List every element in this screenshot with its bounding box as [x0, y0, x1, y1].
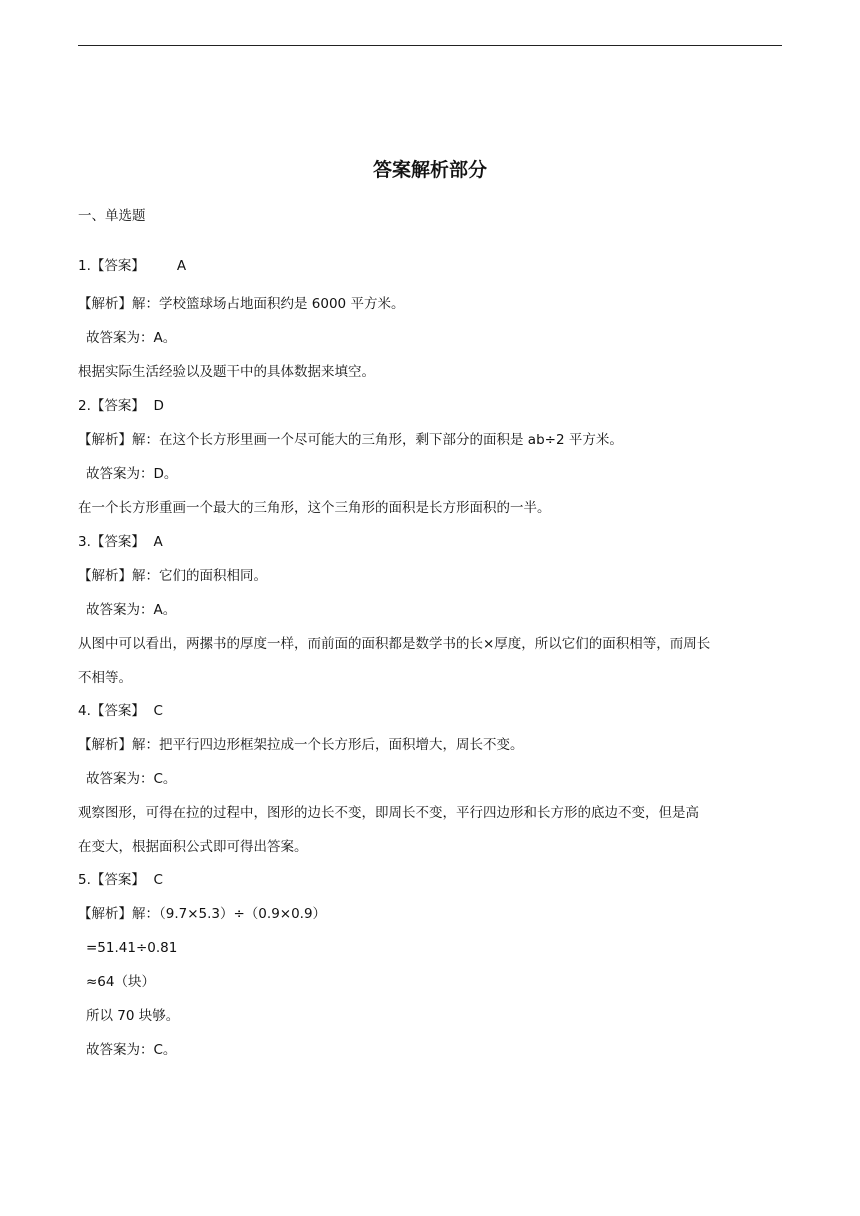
answer-line-5	[78, 870, 784, 890]
answer-value: D	[153, 398, 164, 414]
explanation-line-2: 在一个长方形重画一个最大的三角形，这个三角形的面积是长方形面积的一半。	[78, 500, 551, 516]
answer-value: A	[153, 534, 163, 550]
conclusion-line-2: 故答案为：D。	[86, 466, 178, 482]
answer-line-2	[78, 396, 784, 416]
analysis-line-3: 【解析】解：它们的面积相同。	[78, 568, 267, 584]
answer-label: 5.【答案】	[78, 872, 145, 888]
calculation-step-3: 所以 70 块够。	[86, 1008, 180, 1024]
section-heading: 一、单选题	[78, 208, 146, 224]
analysis-line-1: 【解析】解：学校篮球场占地面积约是 6000 平方米。	[78, 296, 405, 312]
explanation-line-3a: 从图中可以看出，两摞书的厚度一样，而前面的面积都是数学书的长×厚度，所以它们的面积相等，而周长	[78, 636, 711, 652]
calculation-step-2: ≈64（块）	[86, 974, 155, 990]
conclusion-line-1: 故答案为：A。	[86, 330, 177, 346]
answer-label: 1.【答案】	[78, 258, 145, 274]
explanation-line-3b: 不相等。	[78, 670, 132, 686]
answer-line-1	[78, 256, 784, 276]
conclusion-line-4: 故答案为：C。	[86, 771, 177, 787]
answer-value: A	[176, 258, 187, 274]
analysis-line-5: 【解析】解：（9.7×5.3）÷（0.9×0.9）	[78, 906, 327, 922]
page-title: 答案解析部分	[372, 159, 487, 181]
analysis-line-4: 【解析】解：把平行四边形框架拉成一个长方形后，面积增大，周长不变。	[78, 737, 524, 753]
answer-label: 4.【答案】	[78, 703, 145, 719]
conclusion-line-5: 故答案为：C。	[86, 1042, 177, 1058]
answer-line-3	[78, 532, 784, 552]
answer-value: C	[153, 703, 163, 719]
calculation-step-1: =51.41÷0.81	[86, 940, 178, 956]
answer-label: 2.【答案】	[78, 398, 145, 414]
analysis-line-2: 【解析】解：在这个长方形里画一个尽可能大的三角形，剩下部分的面积是 ab÷2 平方米。	[78, 432, 623, 448]
answer-line-4	[78, 701, 784, 721]
conclusion-line-3: 故答案为：A。	[86, 602, 177, 618]
header-rule	[78, 45, 782, 46]
answer-value: C	[153, 872, 163, 888]
explanation-line-1: 根据实际生活经验以及题干中的具体数据来填空。	[78, 364, 375, 380]
answer-label: 3.【答案】	[78, 534, 145, 550]
explanation-line-4b: 在变大，根据面积公式即可得出答案。	[78, 839, 308, 855]
explanation-line-4a: 观察图形，可得在拉的过程中，图形的边长不变，即周长不变，平行四边形和长方形的底边不变，但是高	[78, 805, 699, 821]
